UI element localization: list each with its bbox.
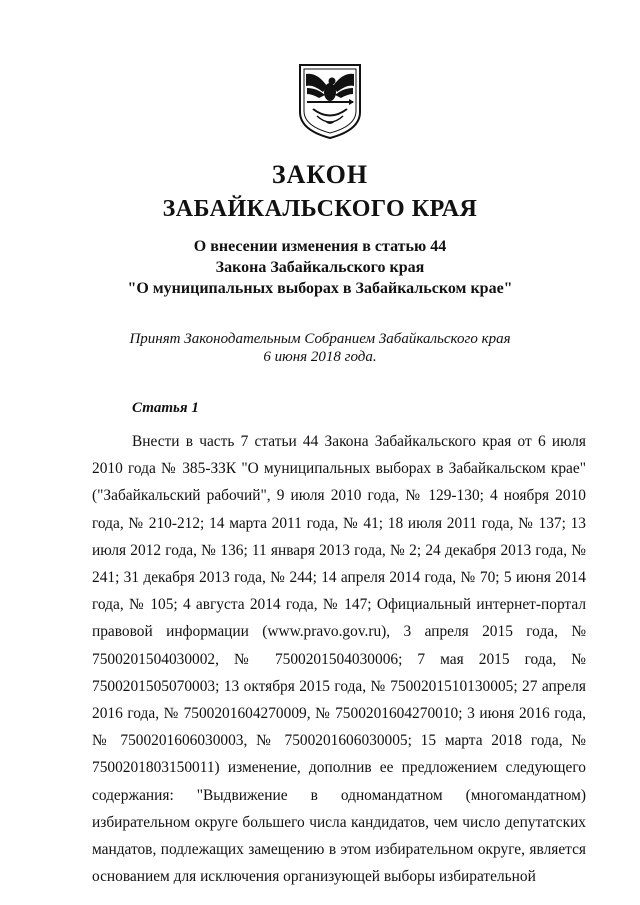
article-body: Внести в часть 7 статьи 44 Закона Забайкальского края от 6 июля 2010 года № 385-ЗЗК "О муниципальных выборах в Забайкальском крае" ("Забайкальский рабочий", 9 июля 2010 года, № 129-130; 4 ноября 2010 года, № 210-212; 14 марта 2011 года, № 41; 18 июля 2011 года, № 137; 13 июля 2012 года, № 136; 11 января 2013 года, № 2; 24 декабря 2013 года, № 241; 31 декабря 2013 года, № 244; 14 апреля 2014 года, № 70; 5 июня 2014 года, № 105; 4 августа 2014 года, № 147; Официальный интернет-портал правовой информации (www.pravo.gov.ru), 3 апреля 2015 года, № 7500201504030002, № 7500201504030006; 7 мая 2015 года, № 7500201505070003; 13 октября 2015 года, № 7500201510130005; 27 апреля 2016 года, № 7500201604270009, № 7500201604270010; 3 июня 2016 года, № 7500201606030003, № 7500201606030005; 15 марта 2018 года, № 7500201803150011) изменение, дополнив ее предложением следующего содержания: "Выдвижение в одномандатном (многомандатном) избирательном округе большего числа кандидатов, чем число депутатских мандатов, подлежащих замещению в этом избирательном округе, является основанием для исключения организующей выборы избирательной bbox=[92, 433, 586, 886]
region-title: ЗАБАЙКАЛЬСКОГО КРАЯ bbox=[162, 196, 478, 222]
law-subject-line-1: О внесении изменения в статью 44 bbox=[193, 238, 447, 255]
law-subject-line-3: "О муниципальных выборах в Забайкальском крае" bbox=[127, 280, 513, 297]
adoption-note: Принят Законодательным Собранием Забайкальского края bbox=[129, 331, 511, 347]
law-subject-line-2: Закона Забайкальского края bbox=[215, 259, 425, 276]
law-title: ЗАКОН bbox=[271, 160, 369, 189]
article-heading: Статья 1 bbox=[132, 400, 199, 416]
adoption-date: 6 июня 2018 года. bbox=[263, 349, 377, 365]
coat-of-arms-icon bbox=[297, 62, 363, 140]
